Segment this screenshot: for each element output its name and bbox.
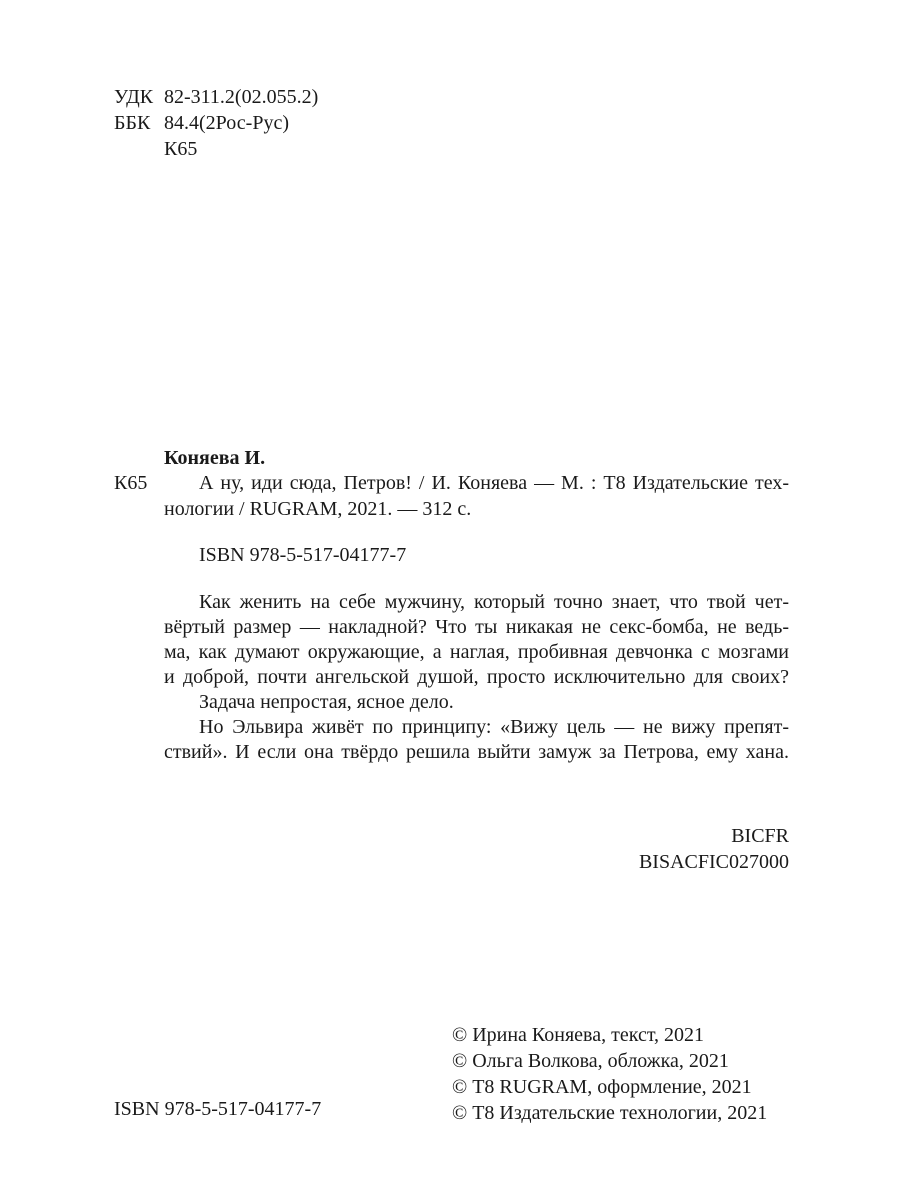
cutter-code-top: К65	[164, 138, 198, 160]
udk-row	[114, 84, 318, 110]
copyright-line: © Т8 RUGRAM, оформление, 2021	[452, 1076, 752, 1098]
copyright-line: © Ирина Коняева, текст, 2021	[452, 1024, 705, 1046]
annotation-line: ма, как думают окружающие, а наглая, пробивная девчонка с мозгами	[164, 641, 789, 663]
annotation-line: Как женить на себе мужчину, который точно знает, что твой чет-	[199, 591, 789, 613]
copyright-notices	[452, 1022, 767, 1126]
bibliographic-description	[164, 470, 789, 522]
subject-codes	[639, 823, 789, 875]
biblio-line-1: А ну, иди сюда, Петров! / И. Коняева — М. : Т8 Издательские тех-	[199, 472, 789, 494]
author-heading: Коняева И.	[164, 447, 266, 469]
copyright-line: © Т8 Издательские технологии, 2021	[452, 1102, 768, 1124]
biblio-line-2: нологии / RUGRAM, 2021. — 312 с.	[164, 498, 472, 520]
annotation-line: Но Эльвира живёт по принципу: «Вижу цель — не вижу препят-	[199, 716, 789, 738]
annotation-line: Задача непростая, ясное дело.	[199, 691, 454, 713]
isbn-record: ISBN 978-5-517-04177-7	[199, 544, 407, 566]
bisac-code: BISACFIC027000	[638, 851, 789, 873]
annotation-line: ствий». И если она твёрдо решила выйти замуж за Петрова, ему хана.	[164, 741, 789, 763]
isbn-footer: ISBN 978-5-517-04177-7	[114, 1098, 322, 1120]
bic-code: BICFR	[731, 825, 789, 847]
bbk-label: ББК	[114, 112, 151, 134]
annotation-line: и доброй, почти ангельской душой, просто исключительно для своих?	[164, 666, 789, 688]
bbk-value: 84.4(2Рос-Рус)	[164, 112, 289, 134]
udk-value: 82-311.2(02.055.2)	[164, 86, 319, 108]
udk-label: УДК	[114, 86, 154, 108]
annotation-line: вёртый размер — накладной? Что ты никакая не секс-бомба, не ведь-	[164, 616, 789, 638]
cutter-code: К65	[114, 472, 148, 494]
bbk-row	[114, 110, 289, 136]
annotation	[164, 590, 789, 765]
copyright-line: © Ольга Волкова, обложка, 2021	[452, 1050, 729, 1072]
